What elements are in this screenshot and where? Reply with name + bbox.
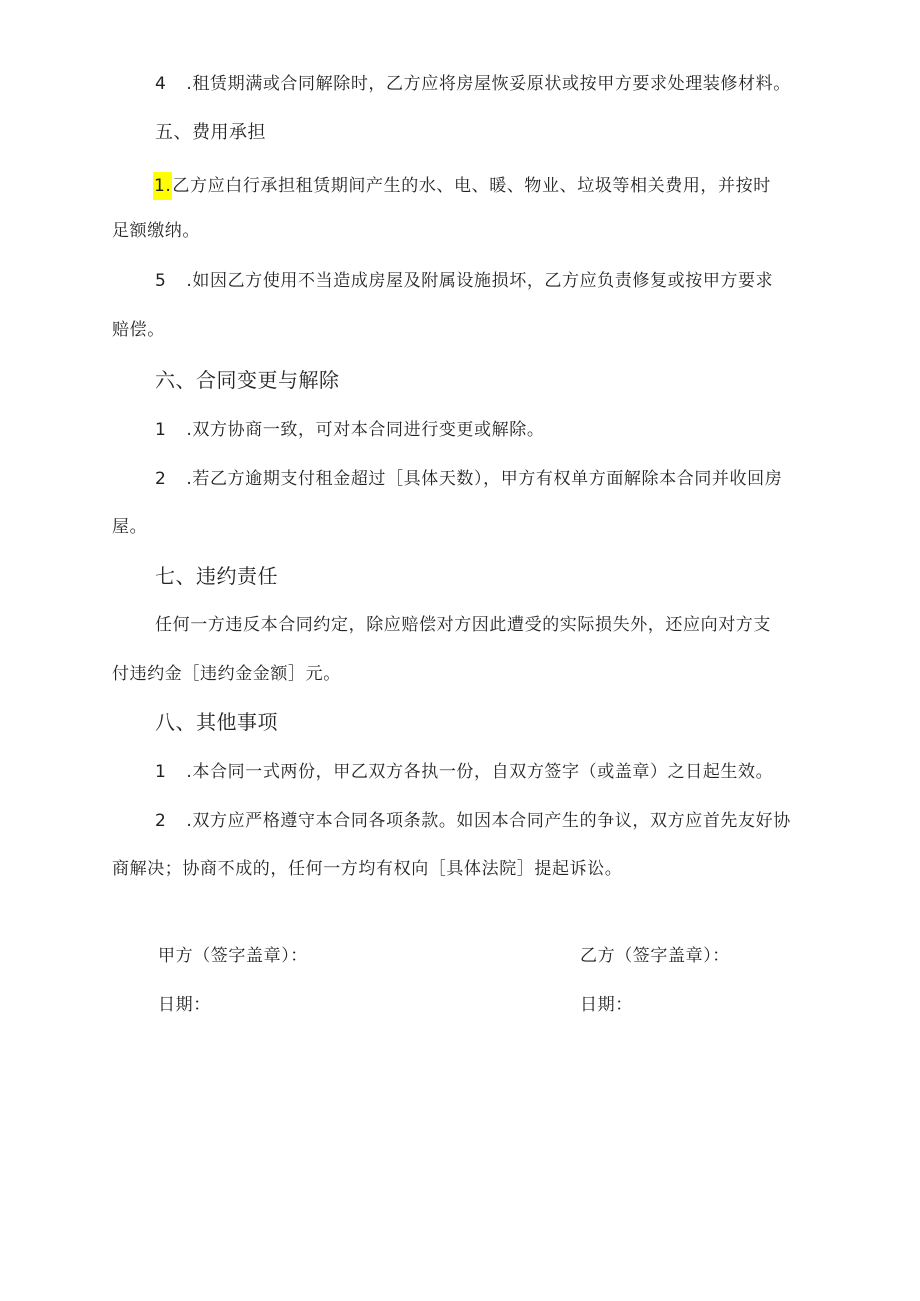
clause-5-5 bbox=[155, 270, 773, 292]
clause-8-1 bbox=[155, 761, 773, 783]
clause-5-1 bbox=[155, 172, 771, 200]
clause-text: .若乙方逾期支付租金超过［具体天数），甲方有权单方面解除本合同并收回房 bbox=[186, 469, 783, 489]
section-7-heading: 七、违约责任 bbox=[155, 564, 278, 588]
clause-8-2-cont: 商解决；协商不成的，任何一方均有权向［具体法院］提起诉讼。 bbox=[112, 859, 623, 879]
party-b-signature-label: 乙方（签字盖章）： bbox=[580, 946, 730, 966]
section-8-heading: 八、其他事项 bbox=[155, 710, 278, 734]
clause-4 bbox=[155, 73, 791, 95]
party-a-signature-label: 甲方（签字盖章）： bbox=[158, 946, 308, 966]
clause-7-cont: 付违约金［违约金金额］元。 bbox=[112, 664, 341, 684]
party-b-date-label: 日期： bbox=[580, 995, 633, 1015]
section-6-heading: 六、合同变更与解除 bbox=[155, 368, 340, 392]
clause-number: 1 bbox=[155, 420, 167, 440]
clause-text: .如因乙方使用不当造成房屋及附属设施损坏，乙方应负责修复或按甲方要求 bbox=[186, 271, 774, 291]
clause-text: .双方应严格遵守本合同各项条款。如因本合同产生的争议，双方应首先友好协 bbox=[186, 811, 791, 831]
clause-6-2 bbox=[155, 468, 782, 490]
clause-text: .本合同一式两份，甲乙双方各执一份，自双方签字（或盖章）之日起生效。 bbox=[186, 762, 774, 782]
clause-number: 4 bbox=[155, 74, 167, 94]
clause-number: 2 bbox=[155, 811, 167, 831]
clause-5-5-cont: 赔偿。 bbox=[112, 320, 165, 340]
party-a-date-label: 日期： bbox=[158, 995, 211, 1015]
section-5-heading: 五、费用承担 bbox=[155, 122, 266, 143]
clause-6-2-cont: 屋。 bbox=[112, 517, 148, 537]
clause-text: .租赁期满或合同解除时，乙方应将房屋恢妥原状或按甲方要求处理装修材料。 bbox=[186, 74, 791, 94]
clause-8-2 bbox=[155, 810, 791, 832]
clause-number: 2 bbox=[155, 469, 167, 489]
clause-text: .双方协商一致，可对本合同进行变更或解除。 bbox=[186, 420, 545, 440]
clause-7: 任何一方违反本合同约定，除应赔偿对方因此遭受的实际损失外，还应向对方支 bbox=[155, 615, 771, 635]
clause-number: 5 bbox=[155, 271, 167, 291]
clause-6-1 bbox=[155, 419, 544, 441]
clause-text: 乙方应白行承担租赁期间产生的水、电、暖、物业、垃圾等相关费用，并按时 bbox=[172, 176, 771, 196]
clause-number: 1 bbox=[155, 762, 167, 782]
highlighted-number: 1. bbox=[153, 172, 172, 200]
clause-5-1-cont: 足额缴纳。 bbox=[112, 221, 200, 241]
